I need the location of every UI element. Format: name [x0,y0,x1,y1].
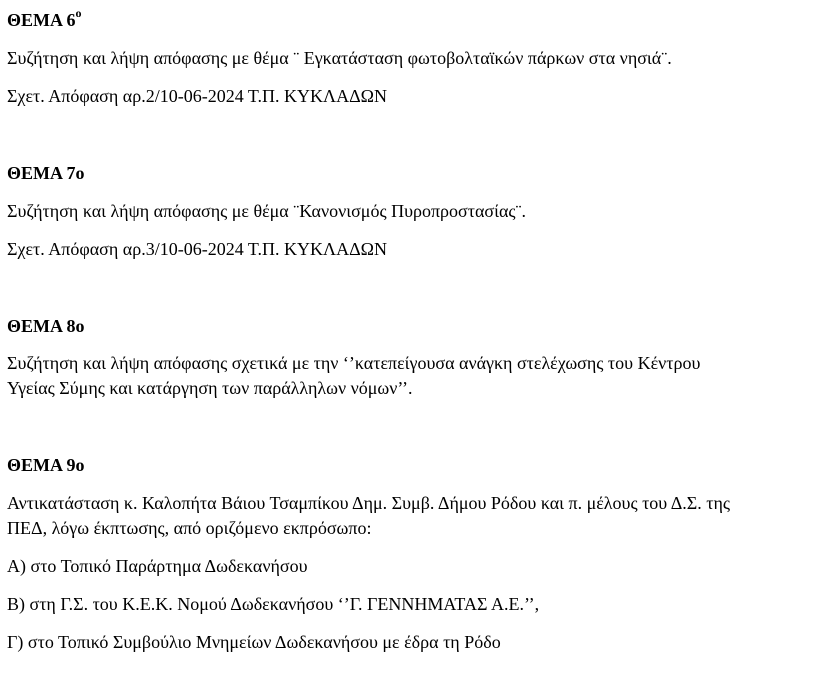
topic-7-reference: Σχετ. Απόφαση αρ.3/10-06-2024 Τ.Π. ΚΥΚΛΑΔΩΝ [7,239,388,259]
topic-9-item-a: Α) στο Τοπικό Παράρτημα Δωδεκανήσου [7,556,308,576]
topic-8-description-line-1: Συζήτηση και λήψη απόφασης σχετικά με την ‘’κατεπείγουσα ανάγκη στελέχωσης του Κέντρου [7,353,701,373]
topic-8-description-line-2: Υγείας Σύμης και κατάργηση των παράλληλων νόμων’’. [7,378,413,398]
topic-9-description-line-1: Αντικατάσταση κ. Καλοπήτα Βάιου Τσαμπίκου Δημ. Συμβ. Δήμου Ρόδου και π. μέλους του Δ.Σ. της [7,493,731,513]
topic-6-heading [7,8,82,32]
topic-6-reference: Σχετ. Απόφαση αρ.2/10-06-2024 Τ.Π. ΚΥΚΛΑΔΩΝ [7,86,388,106]
topic-9-item-b: Β) στη Γ.Σ. του Κ.Ε.Κ. Νομού Δωδεκανήσου ‘’Γ. ΓΕΝΝΗΜΑΤΑΣ Α.Ε.’’, [7,594,540,614]
topic-6-heading-text: ΘΕΜΑ 6 [7,10,76,30]
topic-7-description: Συζήτηση και λήψη απόφασης με θέμα ¨Κανονισμός Πυροπροστασίας¨. [7,201,527,221]
topic-6-heading-superscript: ο [75,6,82,20]
topic-6-description: Συζήτηση και λήψη απόφασης με θέμα ¨ Εγκατάσταση φωτοβολταϊκών πάρκων στα νησιά¨. [7,48,672,68]
topic-9-item-c: Γ) στο Τοπικό Συμβούλιο Μνημείων Δωδεκανήσου με έδρα τη Ρόδο [7,632,501,652]
topic-8-heading: ΘΕΜΑ 8ο [7,316,85,336]
topic-9-description-line-2: ΠΕΔ, λόγω έκπτωσης, από οριζόμενο εκπρόσωπο: [7,518,372,538]
topic-9-heading: ΘΕΜΑ 9ο [7,455,85,475]
topic-7-heading: ΘΕΜΑ 7ο [7,163,85,183]
